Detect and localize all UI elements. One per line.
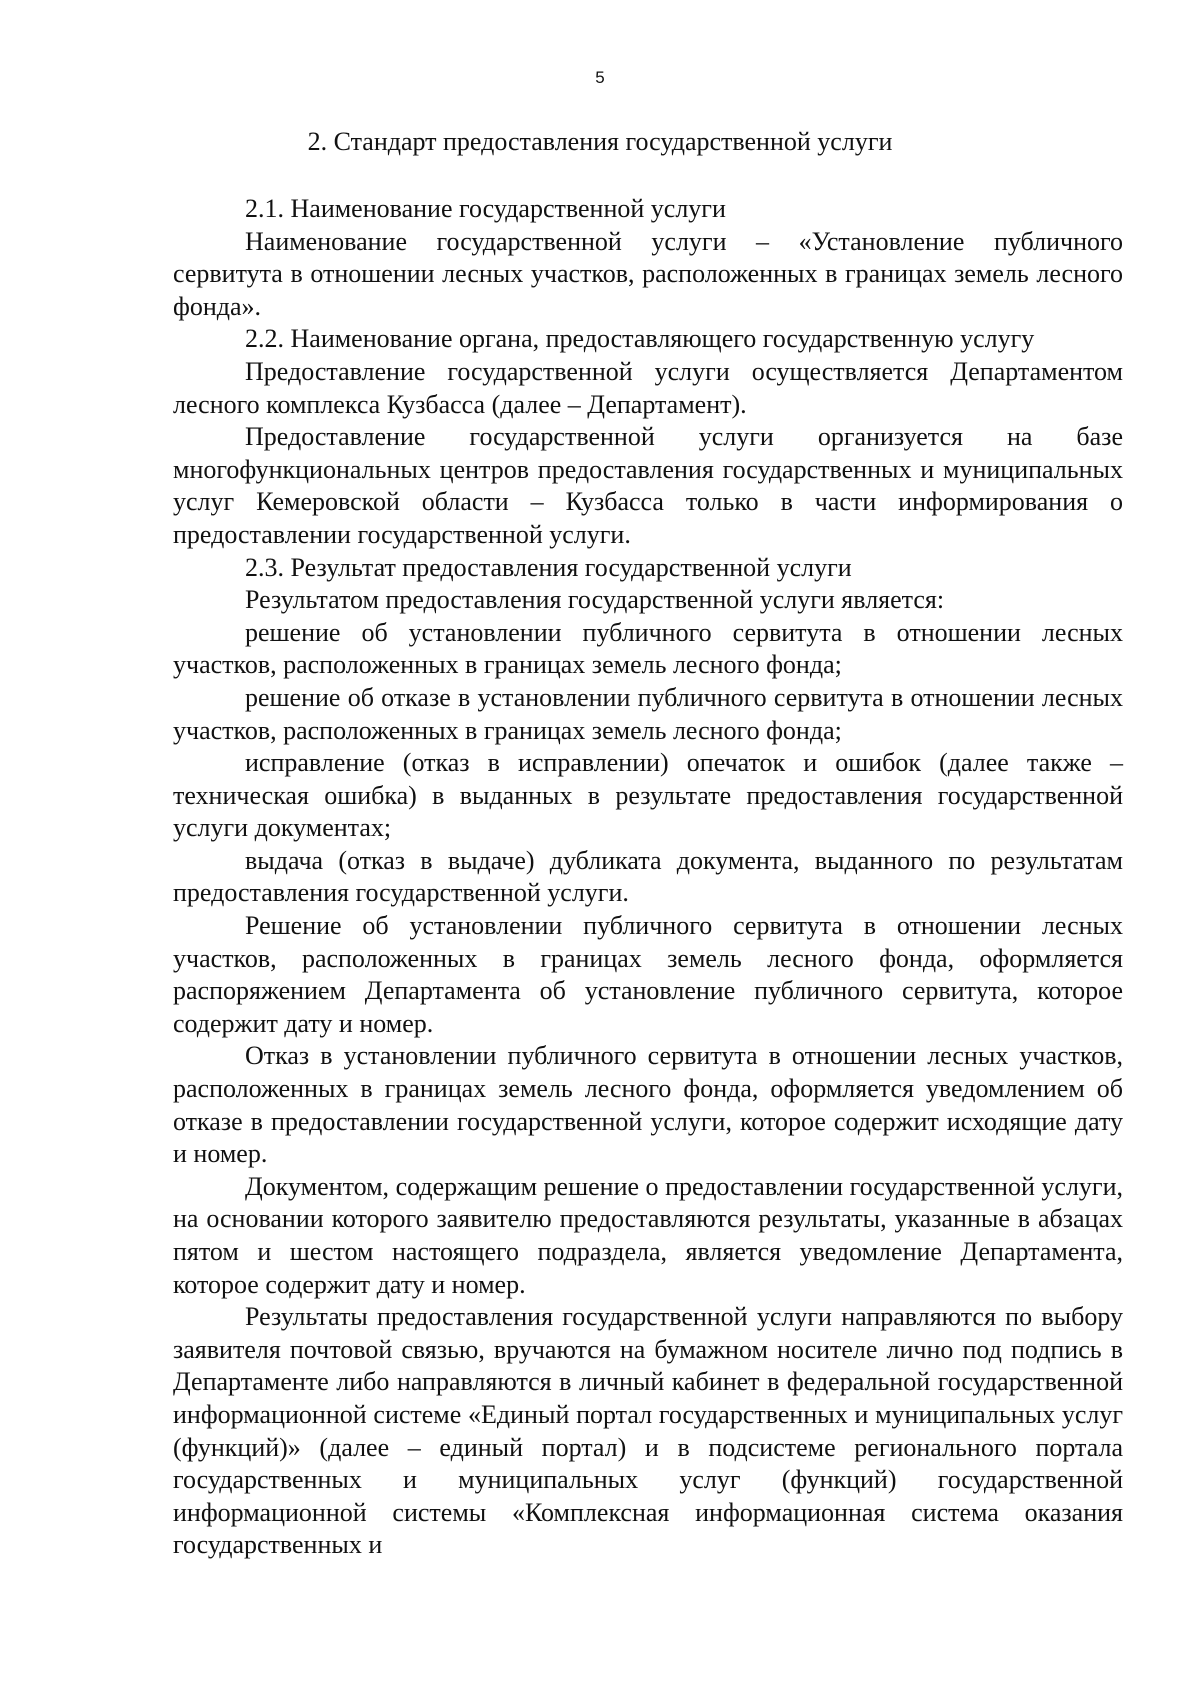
- subsection-heading-2-3: 2.3. Результат предоставления государственной услуги: [245, 552, 852, 582]
- subsection-heading-2-2: 2.2. Наименование органа, предоставляющего государственную услугу: [245, 324, 1035, 354]
- paragraph: Отказ в установлении публичного сервитута в отношении лесных участков, расположенных в границах земель лесного фонда, оформляется уведомлением об отказе в предоставлении государственной услуги, которое содержит исходящие дату и номер.: [173, 1041, 1123, 1169]
- document-body: [173, 193, 1123, 1562]
- paragraph: Предоставление государственной услуги осуществляется Департаментом лесного комплекса Кузбасса (далее – Департамент).: [173, 356, 1123, 419]
- page-number: 5: [595, 68, 605, 87]
- list-item: исправление (отказ в исправлении) опечаток и ошибок (далее также – техническая ошибка) в выданных в результате предоставления государственной услуги документах;: [173, 748, 1123, 843]
- section-title: 2. Стандарт предоставления государственной услуги: [307, 127, 893, 156]
- paragraph: Наименование государственной услуги – «Установление публичного сервитута в отношении лесных участков, расположенных в границах земель лесного фонда».: [173, 226, 1123, 321]
- paragraph: Документом, содержащим решение о предоставлении государственной услуги, на основании которого заявителю предоставляются результаты, указанные в абзацах пятом и шестом настоящего подраздела, является уведомление Департамента, которое содержит дату и номер.: [173, 1171, 1123, 1299]
- list-item: решение об отказе в установлении публичного сервитута в отношении лесных участков, расположенных в границах земель лесного фонда;: [173, 682, 1123, 745]
- paragraph: Предоставление государственной услуги организуется на базе многофункциональных центров предоставления государственных и муниципальных услуг Кемеровской области – Кузбасса только в части информирования о предоставлении государственной услуги.: [173, 422, 1123, 549]
- subsection-heading-2-1: 2.1. Наименование государственной услуги: [245, 194, 726, 223]
- paragraph-continued: Результаты предоставления государственной услуги направляются по выбору заявителя почтовой связью, вручаются на бумажном носителе лично под подпись в Департаменте либо направляются в личный кабинет в федеральной государственной информационной системе «Единый портал государственных и муниципальных услуг (функций)» (далее – единый портал) и в подсистеме регионального портала государственных и муниципальных услуг (функций) государственной информационной системы «Комплексная информационная система оказания государственных и: [173, 1302, 1123, 1560]
- list-item: выдача (отказ в выдаче) дубликата документа, выданного по результатам предоставления государственной услуги.: [173, 845, 1123, 908]
- paragraph: Результатом предоставления государственной услуги является:: [245, 585, 945, 615]
- paragraph: Решение об установлении публичного сервитута в отношении лесных участков, расположенных в границах земель лесного фонда, оформляется распоряжением Департамента об установление публичного сервитута, которое содержит дату и номер.: [173, 911, 1123, 1038]
- list-item: решение об установлении публичного сервитута в отношении лесных участков, расположенных в границах земель лесного фонда;: [173, 617, 1123, 680]
